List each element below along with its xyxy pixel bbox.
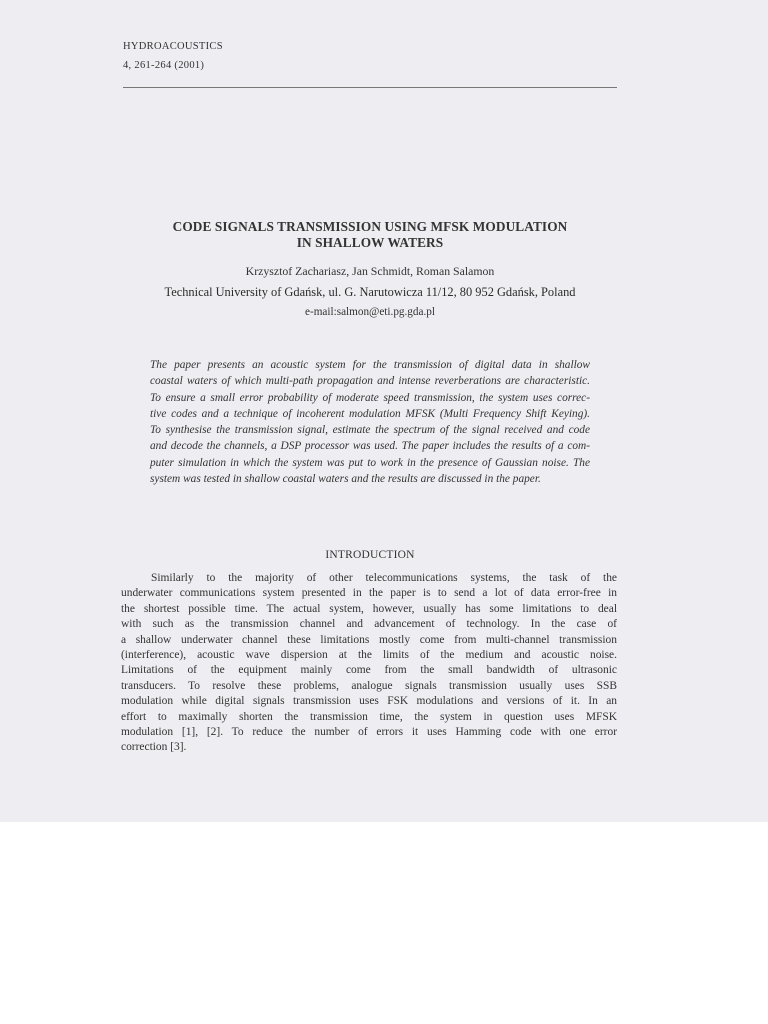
paper-title	[123, 219, 617, 251]
body-line: Limitations of the equipment mainly come from the small bandwidth of ultrasonic	[121, 664, 617, 677]
body-line: underwater communications system presented in the paper is to send a lot of data error-free in	[121, 587, 617, 600]
abstract-line: The paper presents an acoustic system for the transmission of digital data in shallow	[150, 359, 590, 371]
body-line: (interference), acoustic wave dispersion at the limits of the medium and acoustic noise.	[121, 649, 617, 662]
journal-name: HYDROACOUSTICS	[123, 41, 223, 52]
body-line: correction [3].	[121, 741, 187, 754]
header-divider	[123, 87, 617, 88]
body-line: effort to maximally shorten the transmission time, the system in question uses MFSK	[121, 710, 617, 723]
paper-authors: Krzysztof Zachariasz, Jan Schmidt, Roman Salamon	[245, 264, 495, 278]
abstract-line: coastal waters of which multi-path propagation and intense reverberations are characteristic.	[150, 375, 590, 388]
abstract	[150, 357, 590, 487]
paper-title-line: CODE SIGNALS TRANSMISSION USING MFSK MODULATION	[172, 219, 568, 234]
body-line: a shallow underwater channel these limitations mostly come from multi-channel transmission	[121, 633, 617, 646]
abstract-line: To synthesise the transmission signal, estimate the spectrum of the signal received and code	[150, 424, 590, 437]
abstract-line: puter simulation in which the system was put to work in the presence of Gaussian noise. The	[150, 456, 590, 469]
body-line: with such as the transmission channel and advancement of technology. In the case of	[121, 618, 617, 631]
paper-title-line: IN SHALLOW WATERS	[296, 235, 444, 250]
paper-email: e-mail:salmon@eti.pg.gda.pl	[305, 306, 435, 318]
introduction-body	[121, 571, 617, 756]
abstract-line: system was tested in shallow coastal waters and the results are discussed in the paper.	[150, 473, 541, 486]
body-line: the shortest possible time. The actual system, however, usually has some limitations to deal	[121, 602, 617, 615]
body-line: transducers. To resolve these problems, analogue signals transmission usually uses SSB	[121, 679, 617, 692]
section-heading-introduction: INTRODUCTION	[325, 549, 415, 561]
body-line: Similarly to the majority of other telecommunications systems, the task of the	[151, 572, 617, 584]
body-line: modulation [1], [2]. To reduce the number of errors it uses Hamming code with one error	[121, 726, 617, 739]
abstract-line: tive codes and a technique of incoherent modulation MFSK (Multi Frequency Shift Keying).	[150, 407, 590, 420]
journal-issue: 4, 261-264 (2001)	[123, 60, 205, 71]
abstract-line: To ensure a small error probability of moderate speed transmission, the system uses correc-	[150, 391, 590, 404]
abstract-line: and decode the channels, a DSP processor was used. The paper includes the results of a com-	[150, 440, 590, 453]
paper-affiliation: Technical University of Gdańsk, ul. G. Narutowicza 11/12, 80 952 Gdańsk, Poland	[164, 285, 576, 299]
body-line: modulation while digital signals transmission uses FSK modulations and versions of it. In an	[121, 695, 617, 708]
